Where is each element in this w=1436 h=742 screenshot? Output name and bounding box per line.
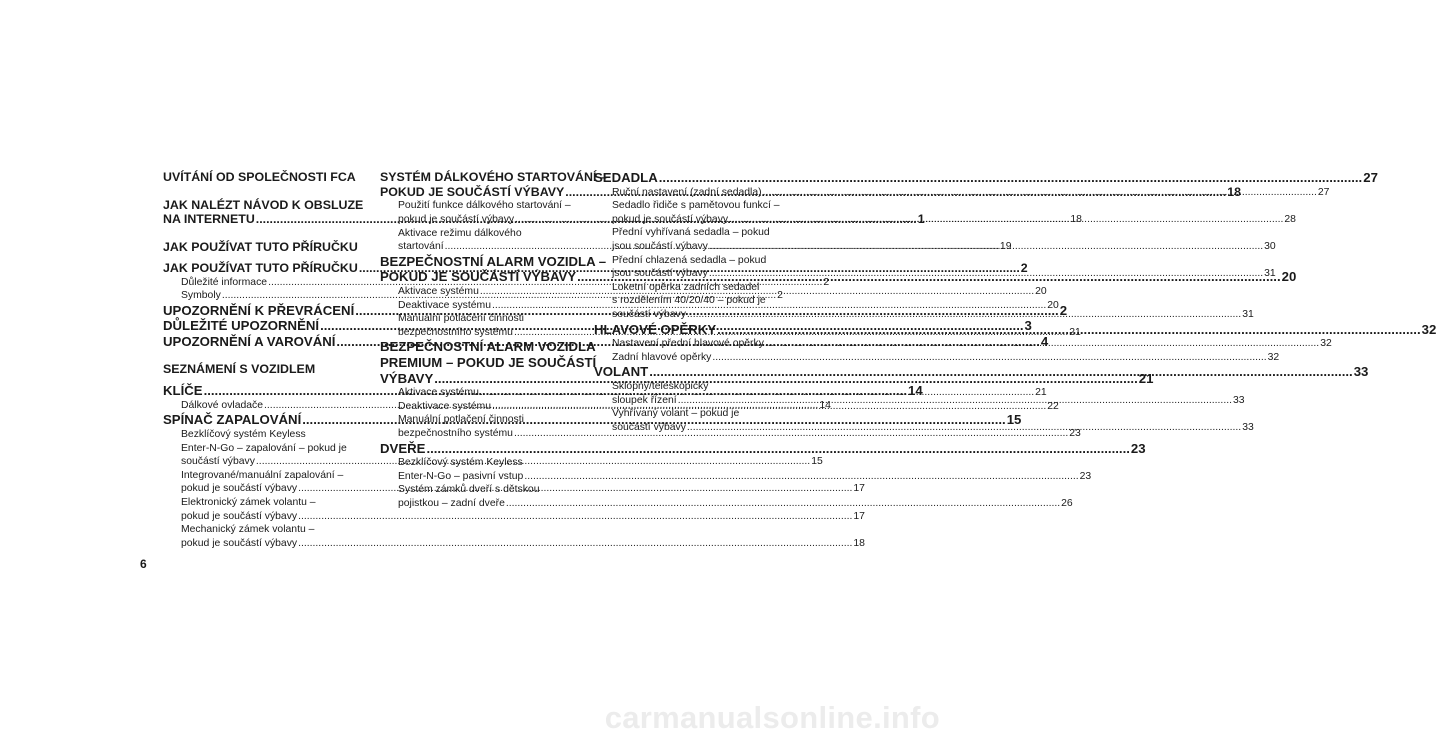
toc-entry [380, 339, 596, 355]
toc-leader-dots [687, 308, 1241, 322]
toc-line [181, 537, 865, 551]
toc-entry-title: HLAVOVÉ OPĚRKY [594, 321, 717, 337]
toc-page-number: 2 [1020, 260, 1028, 275]
toc-entry-title: pokud je součástí výbavy [181, 483, 298, 495]
toc-entry-title: Přední vyhřívaná sedadla – pokud [612, 227, 770, 239]
toc-page-number: 23 [1079, 470, 1092, 482]
toc-entry-title: Sedadlo řidiče s pamětovou funkcí – [612, 200, 780, 212]
toc-entry [594, 294, 792, 308]
watermark: carmanualsonline.info [604, 700, 940, 735]
toc-entry [594, 254, 792, 268]
toc-page-number: 32 [1320, 338, 1332, 350]
toc-leader-dots [506, 497, 1060, 511]
toc-leader-dots [709, 240, 1263, 254]
toc-leader-dots [659, 170, 1362, 186]
toc-entry [380, 483, 576, 497]
toc-entry [594, 226, 792, 240]
toc-page-number: 22 [1047, 400, 1059, 412]
toc-entry [163, 442, 361, 456]
toc-leader-dots [729, 213, 1283, 227]
toc-entry-title: SEDADLA [594, 170, 658, 185]
toc-line [398, 470, 1092, 484]
toc-line [398, 483, 576, 497]
toc-entry [594, 351, 1280, 365]
toc-page-number: 21 [1035, 387, 1047, 399]
toc-entry [594, 337, 1332, 351]
toc-page-number: 31 [1264, 268, 1276, 280]
toc-entry-title: Manuální potlačení činnosti [398, 414, 524, 426]
toc-line [181, 442, 361, 456]
toc-line [380, 440, 1146, 457]
toc-entry-title: pojistkou – zadní dveře [398, 497, 505, 509]
toc-entry-title: s rozdělením 40/20/40 – pokud je [612, 295, 766, 307]
toc-line [380, 253, 607, 270]
page-number: 6 [140, 557, 147, 571]
toc-entry-title: UVÍTÁNÍ OD SPOLEČNOSTI FCA [163, 170, 356, 184]
toc-page-number: 15 [811, 456, 823, 468]
toc-line [612, 308, 1254, 322]
toc-entry [380, 312, 576, 326]
toc-page-number: 33 [1353, 364, 1369, 380]
toc-leader-dots [298, 510, 852, 524]
toc-entry-title: VOLANT [594, 364, 649, 380]
toc-page-number: 2 [823, 276, 830, 288]
toc-entry [163, 428, 361, 442]
toc-entry [594, 380, 792, 394]
toc-entry-title: Aktivace systému [398, 285, 479, 297]
toc-entry-title: Aktivace systému [398, 387, 479, 399]
toc-entry-title: KLÍČE [163, 383, 203, 399]
toc-entry [380, 456, 576, 470]
toc-line [398, 199, 576, 213]
toc-entry-title: POKUD JE SOUČÁSTÍ VÝBAVY [380, 184, 565, 199]
toc-entry-title: Dálkové ovladače [181, 399, 264, 411]
toc-entry-title: Použití funkce dálkového startování – [398, 200, 571, 212]
toc-entry-title: Vyhřívaný volant – pokud je [612, 408, 740, 420]
toc-page-number: 2 [1059, 302, 1068, 318]
toc-line [380, 354, 597, 371]
toc-line [398, 497, 1073, 511]
toc-entry-title: BEZPEČNOSTNÍ ALARM VOZIDLA – [380, 253, 607, 269]
toc-entry-title: Integrované/manuální zapalování – [181, 469, 344, 481]
toc-entry-title: sloupek řízení [612, 394, 677, 406]
toc-leader-dots [712, 351, 1266, 365]
toc-entry-title: startování [398, 241, 444, 253]
toc-entry-title: Mechanický zámek volantu – [181, 524, 315, 536]
toc-entry-title: Elektronický zámek volantu – [181, 496, 316, 508]
toc-line [612, 351, 1280, 365]
toc-entry-title: JAK POUŽÍVAT TUTO PŘÍRUČKU [163, 260, 358, 275]
toc-leader-dots [649, 364, 1352, 380]
toc-page-number: 27 [1363, 170, 1378, 185]
toc-entry [163, 170, 361, 185]
toc-line [612, 254, 792, 268]
toc-entry [594, 199, 792, 213]
toc-entry-title: Deaktivace systému [398, 299, 491, 311]
toc-leader-dots [709, 267, 1263, 281]
toc-page-number: 32 [1421, 321, 1436, 337]
toc-page-number: 32 [1267, 351, 1280, 363]
toc-entry-title: Přední chlazená sedadla – pokud [612, 254, 767, 266]
toc-entry-title: Důležité informace [181, 276, 268, 288]
toc-entry-title: Systém zámků dveří s dětskou [398, 484, 540, 496]
toc-entry-title: Loketní opěrka zadních sedadel [612, 281, 760, 293]
toc-entry-title: SEZNÁMENÍ S VOZIDLEM [163, 362, 316, 377]
toc-entry [380, 253, 607, 270]
toc-page-number: 28 [1284, 213, 1296, 225]
toc-entry-title: Symboly [181, 290, 221, 302]
toc-line [612, 199, 792, 213]
toc-line [612, 337, 1332, 351]
toc-entry-title: POKUD JE SOUČÁSTÍ VÝBAVY [380, 269, 577, 285]
toc-entry [163, 197, 364, 213]
toc-entry-title: Zadní hlavové opěrky [612, 351, 712, 363]
toc-leader-dots [717, 322, 1420, 338]
toc-entry-title: DVEŘE [380, 440, 426, 456]
toc-line [612, 294, 792, 308]
toc-entry-title: UPOZORNĚNÍ A VAROVÁNÍ [163, 333, 336, 349]
toc-line [398, 213, 1082, 227]
toc-page-number: 20 [1047, 299, 1059, 311]
toc-page-number: 17 [853, 510, 865, 522]
toc-entry-title: Ruční nastavení (zadní sedadla) [612, 186, 762, 198]
toc-line [163, 362, 361, 377]
toc-entry [380, 413, 576, 427]
toc-entry-title: Deaktivace systému [398, 400, 491, 412]
toc-page-number: 31 [1242, 308, 1254, 320]
toc-entry [380, 213, 1082, 227]
toc-line [181, 496, 361, 510]
toc-entry-title: pokud je součástí výbavy [181, 537, 298, 549]
toc-entry [594, 407, 792, 421]
toc-entry [163, 496, 361, 510]
toc-entry-title: pokud je součástí výbavy [181, 510, 298, 522]
toc-entry-title: Aktivace režimu dálkového [398, 227, 522, 239]
toc-entry [380, 227, 576, 241]
toc-line [163, 240, 361, 255]
toc-leader-dots [426, 441, 1129, 457]
toc-page-number: 23 [1069, 427, 1081, 439]
toc-entry [380, 440, 1146, 457]
toc-entry [163, 362, 361, 377]
toc-line [181, 469, 361, 483]
toc-entry [594, 267, 1276, 281]
toc-entry-title: jsou součástí výbavy [612, 268, 708, 280]
toc-line [181, 523, 361, 537]
toc-page-number: 23 [1130, 440, 1146, 456]
toc-page-number: 27 [1317, 186, 1330, 198]
toc-entry-title: BEZPEČNOSTNÍ ALARM VOZIDLA [380, 339, 596, 355]
toc-page-number: 2 [777, 290, 783, 302]
toc-line [612, 380, 792, 394]
toc-entry-title: Nastavení přední hlavové opěrky [612, 338, 764, 350]
toc-line [380, 339, 596, 355]
toc-line [181, 510, 865, 524]
toc-page-number: 21 [1138, 370, 1154, 386]
toc-entry-title: Enter-N-Go – pasivní vstup [398, 470, 524, 482]
toc-page-number: 18 [1070, 214, 1082, 225]
toc-page-number: 1 [917, 212, 925, 227]
toc-entry-title: Sklopný/teleskopický [612, 380, 709, 392]
toc-entry-title: UPOZORNĚNÍ K PŘEVRÁCENÍ [163, 302, 355, 318]
toc-entry-title: pokud je součástí výbavy [398, 214, 515, 225]
toc-page-number: 33 [1242, 421, 1254, 433]
toc-line [163, 170, 361, 185]
toc-leader-dots [298, 537, 852, 551]
toc-line [398, 312, 576, 326]
toc-entry [380, 470, 1092, 484]
toc-page-number: 20 [1281, 269, 1297, 285]
toc-leader-dots [524, 470, 1078, 484]
toc-entry [380, 497, 1073, 511]
toc-page-number: 30 [1264, 240, 1276, 252]
toc-page-number: 3 [1024, 318, 1032, 334]
toc-leader-dots [678, 394, 1232, 408]
toc-entry-title: součástí výbavy [612, 308, 686, 320]
toc-entry-title: VÝBAVY [380, 370, 434, 386]
toc-page-number: 33 [1232, 394, 1245, 406]
toc-page-number: 17 [853, 483, 865, 495]
toc-entry-title: pokud je součástí výbavy [612, 213, 729, 225]
toc-line [398, 456, 576, 470]
toc-entry-title: DŮLEŽITÉ UPOZORNĚNÍ [163, 318, 320, 334]
toc-line [163, 197, 364, 213]
toc-entry [163, 537, 865, 551]
toc-entry-title: Bezklíčový systém Keyless [181, 428, 306, 440]
toc-entry-title: Enter-N-Go – zapalování – pokud je [181, 442, 347, 454]
toc-entry-title: SYSTÉM DÁLKOVÉHO STARTOVÁNÍ – [380, 170, 607, 184]
toc-leader-dots [687, 421, 1241, 435]
toc-page-number: 14 [908, 383, 923, 399]
toc-page-number: 19 [999, 241, 1012, 253]
toc-line [398, 413, 576, 427]
toc-entry [163, 523, 361, 537]
toc-page-number: 20 [1035, 285, 1047, 297]
toc-page-number: 18 [853, 537, 865, 549]
toc-entry-title: Manuální potlačení činnosti [398, 313, 524, 325]
toc-entry-title: JAK NALÉZT NÁVOD K OBSLUZE [163, 197, 364, 212]
toc-entry [380, 354, 597, 371]
toc-line [612, 226, 792, 240]
toc-page-number: 15 [1006, 412, 1022, 428]
toc-entry-title: jsou součástí výbavy [612, 240, 708, 252]
toc-page-number: 14 [819, 399, 831, 411]
toc-entry [163, 469, 361, 483]
toc-leader-dots [765, 337, 1319, 351]
toc-entry [594, 281, 792, 295]
toc-entry-title: součástí výbavy [181, 456, 255, 468]
toc-entry-title: SPÍNAČ ZAPALOVÁNÍ [163, 412, 302, 428]
toc-line [612, 407, 792, 421]
toc-entry-title: JAK POUŽÍVAT TUTO PŘÍRUČKU [163, 240, 358, 255]
toc-entry-title: NA INTERNETU [163, 212, 255, 227]
toc-page-number: 18 [1227, 184, 1242, 199]
toc-entry-title: Bezklíčový systém Keyless [398, 457, 523, 469]
toc-entry-title: PREMIUM – POKUD JE SOUČÁSTÍ [380, 354, 597, 370]
toc-entry-title: bezpečnostního systému [398, 326, 513, 338]
toc-line [594, 170, 1378, 186]
toc-page-number: 21 [1069, 326, 1081, 338]
toc-line [181, 428, 361, 442]
toc-entry [594, 170, 1378, 186]
toc-entry [594, 308, 1254, 322]
toc-leader-dots [763, 186, 1317, 200]
toc-page-number: 4 [1040, 333, 1049, 349]
toc-line [398, 227, 576, 241]
toc-entry-title: bezpečnostního systému [398, 427, 513, 439]
toc-line [612, 267, 1276, 281]
toc-entry [163, 240, 361, 255]
toc-entry [380, 170, 607, 185]
toc-entry-title: součástí výbavy [612, 421, 686, 433]
toc-line [612, 281, 792, 295]
toc-entry [380, 199, 576, 213]
toc-entry [163, 510, 865, 524]
toc-page-number: 26 [1061, 497, 1073, 509]
toc-line [380, 170, 607, 185]
